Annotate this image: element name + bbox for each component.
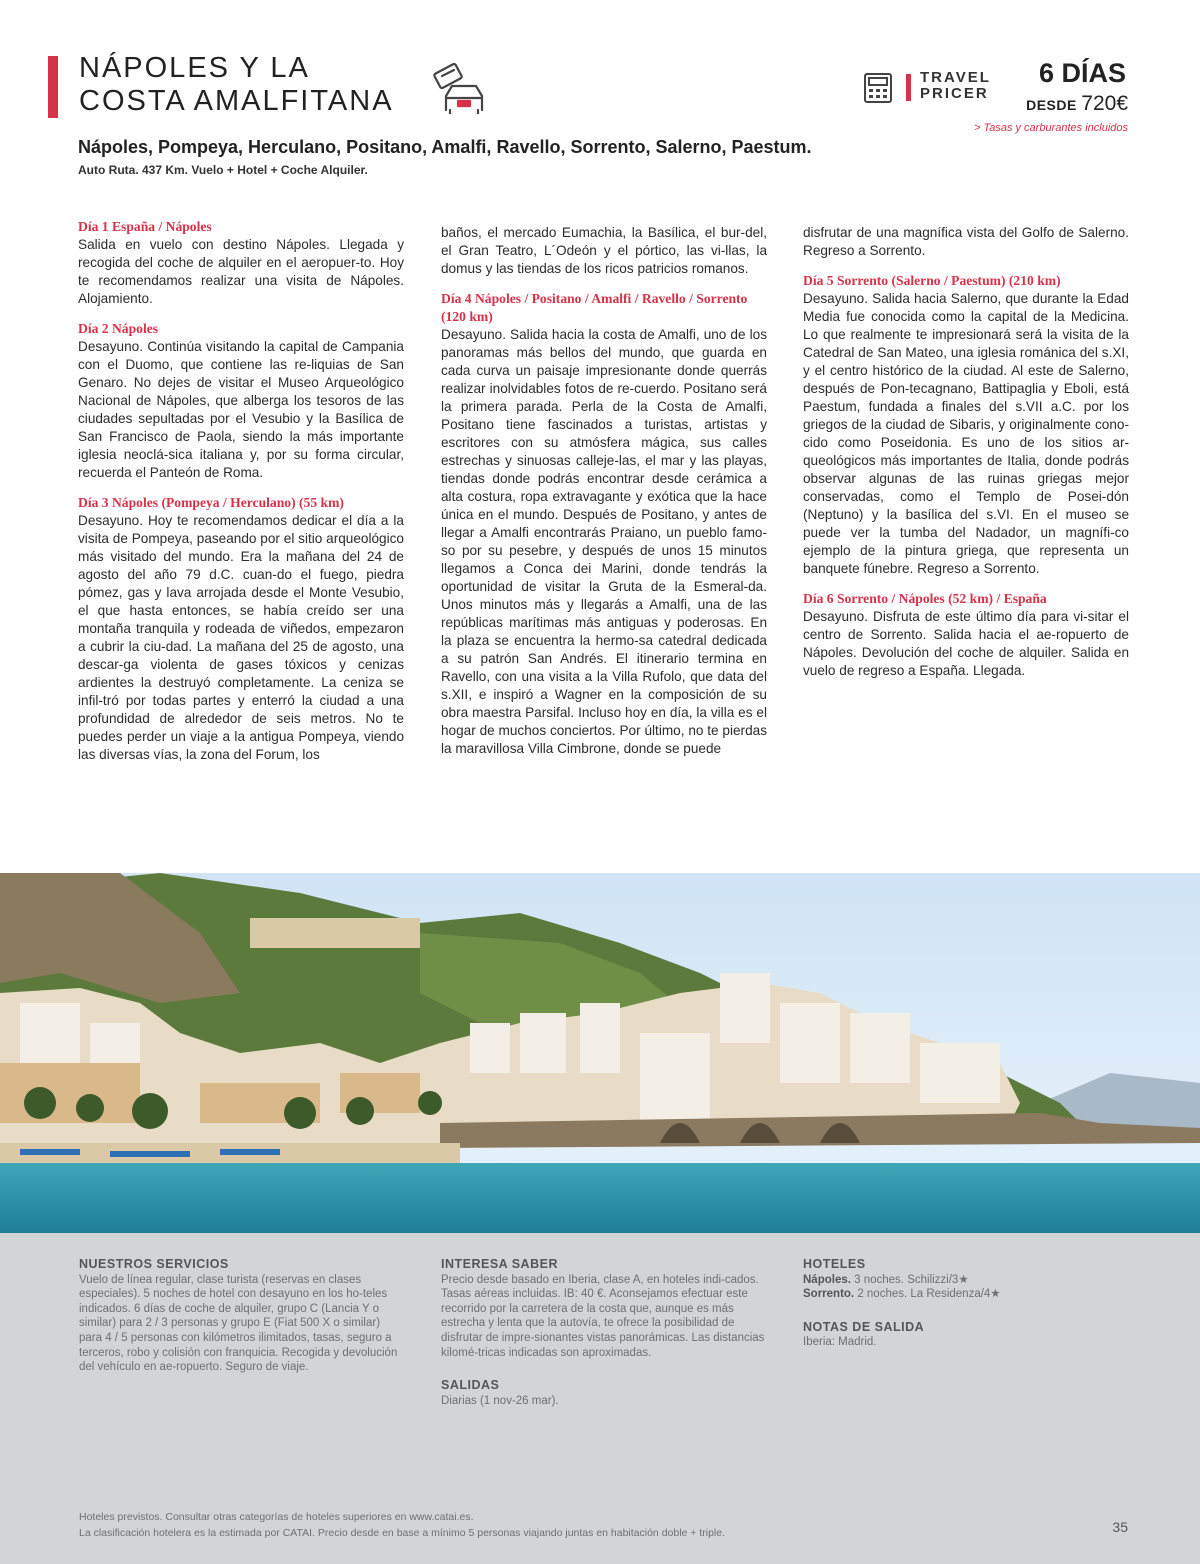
title-line-1: NÁPOLES Y LA [79,52,310,84]
trip-type-line: Auto Ruta. 437 Km. Vuelo + Hotel + Coche Alquiler. [78,163,368,177]
itinerary-column-2 [441,224,767,758]
pricer-accent-bar [906,74,911,101]
day-3-title: Día 3 Nápoles (Pompeya / Herculano) (55 km) [78,495,344,510]
pricer-word: PRICER [920,85,989,102]
itinerary-column-3 [803,224,1129,680]
hotel-1-city: Nápoles. [803,1273,851,1286]
day-4-title: Día 4 Nápoles / Positano / Amalfi / Ravello / Sorrento (120 km) [441,291,748,324]
hotels-section [803,1257,1129,1350]
route-cities: Nápoles, Pompeya, Herculano, Positano, Amalfi, Ravello, Sorrento, Salerno, Paestum. [78,137,812,157]
footer-notes [79,1509,725,1541]
car-rental-icon [432,62,490,114]
calculator-icon [863,72,893,104]
day-5-title: Día 5 Sorrento (Salerno / Paestum) (210 km) [803,273,1061,288]
day-1-text: Salida en vuelo con destino Nápoles. Llegada y recogida del coche de alquiler en el aeropuer-to. Hoy te recomendamos realizar una visita de Nápoles. Alojamiento. [78,237,404,306]
day-2-title: Día 2 Nápoles [78,321,159,336]
interesa-section [441,1257,767,1408]
trip-duration: 6 DÍAS [1038,58,1126,88]
title-line-2: COSTA AMALFITANA [79,85,394,117]
page-number: 35 [1112,1519,1128,1535]
hotels-title: HOTELES [803,1257,866,1271]
day-3-text: Desayuno. Hoy te recomendamos dedicar el día a la visita de Pompeya, paseando por el sitio arqueológico más visitado del mundo. Era la mañana del 24 de agosto del año 79 d.C. cuan-do el fuego, piedra pómez, gas y lava arrojada desde el Monte Vesubio, el que hasta entonces, se había creído ser una montaña tranquila y rodeada de viñedos, empezaron a cubrir la ciu-dad. La mañana del 25 de agosto, una descar-ga violenta de gases tóxicos y cenizas ardientes la destruyó completamente. La ceniza se infil-tró por todas partes y enterró la ciudad a una profundidad de alrededor de seis metros. No te puedes perder un viaje a la antigua Pompeya, viendo las diversas vías, la zona del Forum, los [78,513,404,762]
price-desde-label: DESDE [1026,97,1077,113]
title-accent-bar [48,56,58,118]
info-panel [0,1233,1200,1564]
itinerary-column-1 [78,218,404,764]
taxes-note: > Tasas y carburantes incluidos [974,122,1128,134]
hotel-2-city: Sorrento. [803,1288,855,1301]
interesa-title: INTERESA SABER [441,1257,558,1271]
hotel-sorrento [803,1287,1129,1302]
footer-line-2: La clasificación hotelera es la estimada por CATAI. Precio desde en base a mínimo 5 personas viajando juntas en habitación doble + triple. [79,1527,726,1539]
hotel-napoles [803,1273,1129,1288]
amalfi-coast-photo [0,873,1200,1233]
footer-line-1: Hoteles previstos. Consultar otras categorías de hoteles superiores en www.catai.es. [79,1511,474,1523]
services-section [79,1257,405,1375]
day-6-title: Día 6 Sorrento / Nápoles (52 km) / España [803,591,1047,606]
salidas-title: SALIDAS [441,1378,500,1393]
notas-text: Iberia: Madrid. [803,1336,877,1349]
day-5-text: Desayuno. Salida hacia Salerno, que durante la Edad Media fue conocida como la capital de la Medicina. Lo que realmente te impresionará será la visita de la Catedral de San Mateo, una iglesia románica del s.XI, y el centro histórico de la ciudad. Al este de Salerno, después de Pon-tecagnano, Battipaglia y Eboli, está Paestum, fundada a finales del s.VII a.C. por los griegos de la ciudad de Sibaris, y originalmente cono-cido como Poseidonia. Es uno de los sitios ar-queológicos más importantes de Italia, donde podrás observar algunas de las ruinas griegas mejor conservadas, como el Templo de Posei-dón (Neptuno) y la basílica del s.VI. En el museo se puede ver la tumba del Nadador, un magnífi-co ejemplo de la pintura griega, que representa un banquete fúnebre. Regreso a Sorrento. [803,291,1129,576]
day-3-text-continued: baños, el mercado Eumachia, la Basílica, el bur-del, el Gran Teatro, L´Odeón y el pórtico, las vi-llas, la domus y las tiendas de los ricos patricios romanos. [441,225,767,276]
price-amount: 720€ [1081,92,1128,115]
notas-title: NOTAS DE SALIDA [803,1319,925,1334]
travel-pricer-label [920,70,991,102]
day-4-text-continued: disfrutar de una magnífica vista del Golfo de Salerno. Regreso a Sorrento. [803,225,1129,258]
day-4-text: Desayuno. Salida hacia la costa de Amalfi, uno de los panoramas más bellos del mundo, que guarda en cada curva un paisaje impresionante donde querrás realizar inolvidables fotos de re-cuerdo. Positano será la primera parada. Perla de la Costa de Amalfi, Positano tiene fascinados a turistas, artistas y escritores con su atmósfera mágica, sus calles estrechas y sinuosas calleje-las, el mar y las playas, tiendas donde podrás encontrar desde cerámica a alta costura, ropa extravagante y exótica que la hace única en el mundo. Después de Positano, y antes de llegar a Amalfi encontrarás Praiano, un pueblo famo-so por su pesebre, y después de unos 15 minutos llegamos a Conca dei Marini, donde tendrás la oportunidad de visitar la Gruta de la Esmeral-da. Unos minutos más y llegarás a Amalfi, una de las repúblicas marítimas más antiguas y poderosas. En la plaza se encuentra la hermo-sa catedral dedicada a su patrón San Andrés. El itinerario termina en Ravello, con una visita a la Villa Rufolo, que data del s.XII, e inspiró a Wagner en la composición de su obra maestra Parsifal. Incluso hoy en día, la villa es el hogar de muchos conciertos. Por último, no te pierdas la maravillosa Villa Cimbrone, donde se puede [441,327,767,756]
services-text: Vuelo de línea regular, clase turista (reservas en clases especiales). 5 noches de hotel con desayuno en los ho-teles indicados. 6 días de coche de alquiler, grupo C (Lancia Y o similar) para 2 / 3 personas y grupo E (Fiat 500 X o similar) para 4 / 5 personas con kilómetros ilimitados, tasas, seguro a terceros, robo y colisión con franquicia. Recogida y devolución del vehículo en ae-ropuerto. Seguro de viaje. [79,1273,398,1374]
hotel-2-detail: 2 noches. La Residenza/4★ [854,1288,1001,1301]
price-from [1026,92,1128,116]
day-1-title: Día 1 España / Nápoles [78,219,212,234]
interesa-text: Precio desde basado en Iberia, clase A, en hoteles indi-cados. Tasas aéreas incluidas. IB: 40 €. Aconsejamos efectuar este recorrido por la carretera de la costa que, aunque es más estrecha y lenta que la autovía, te ofrece la posibilidad de disfrutar de impre-sionantes vistas panorámicas. Las distancias kilomé-tricas indicadas son aproximadas. [441,1273,765,1359]
travel-word: TRAVEL [920,69,991,86]
day-2-text: Desayuno. Continúa visitando la capital de Campania con el Duomo, que contiene las re-liquias de San Genaro. No dejes de visitar el Museo Arqueológico Nacional de Nápoles, que alberga los tesoros de las ciudades sepultadas por el Vesubio y la Basílica de San Francisco de Paola, siendo la más importante iglesia neoclá-sica italiana y, por su forma circular, recuerda el Panteón de Roma. [78,339,404,480]
hotel-1-detail: 3 noches. Schilizzi/3★ [850,1273,969,1286]
salidas-text: Diarias (1 nov-26 mar). [441,1394,559,1407]
page-title [79,52,394,118]
services-title: NUESTROS SERVICIOS [79,1257,229,1271]
day-6-text: Desayuno. Disfruta de este último día para vi-sitar el centro de Sorrento. Salida hacia el ae-ropuerto de Nápoles. Devolución del coche de alquiler. Salida en vuelo de regreso a España. Llegada. [803,609,1129,678]
